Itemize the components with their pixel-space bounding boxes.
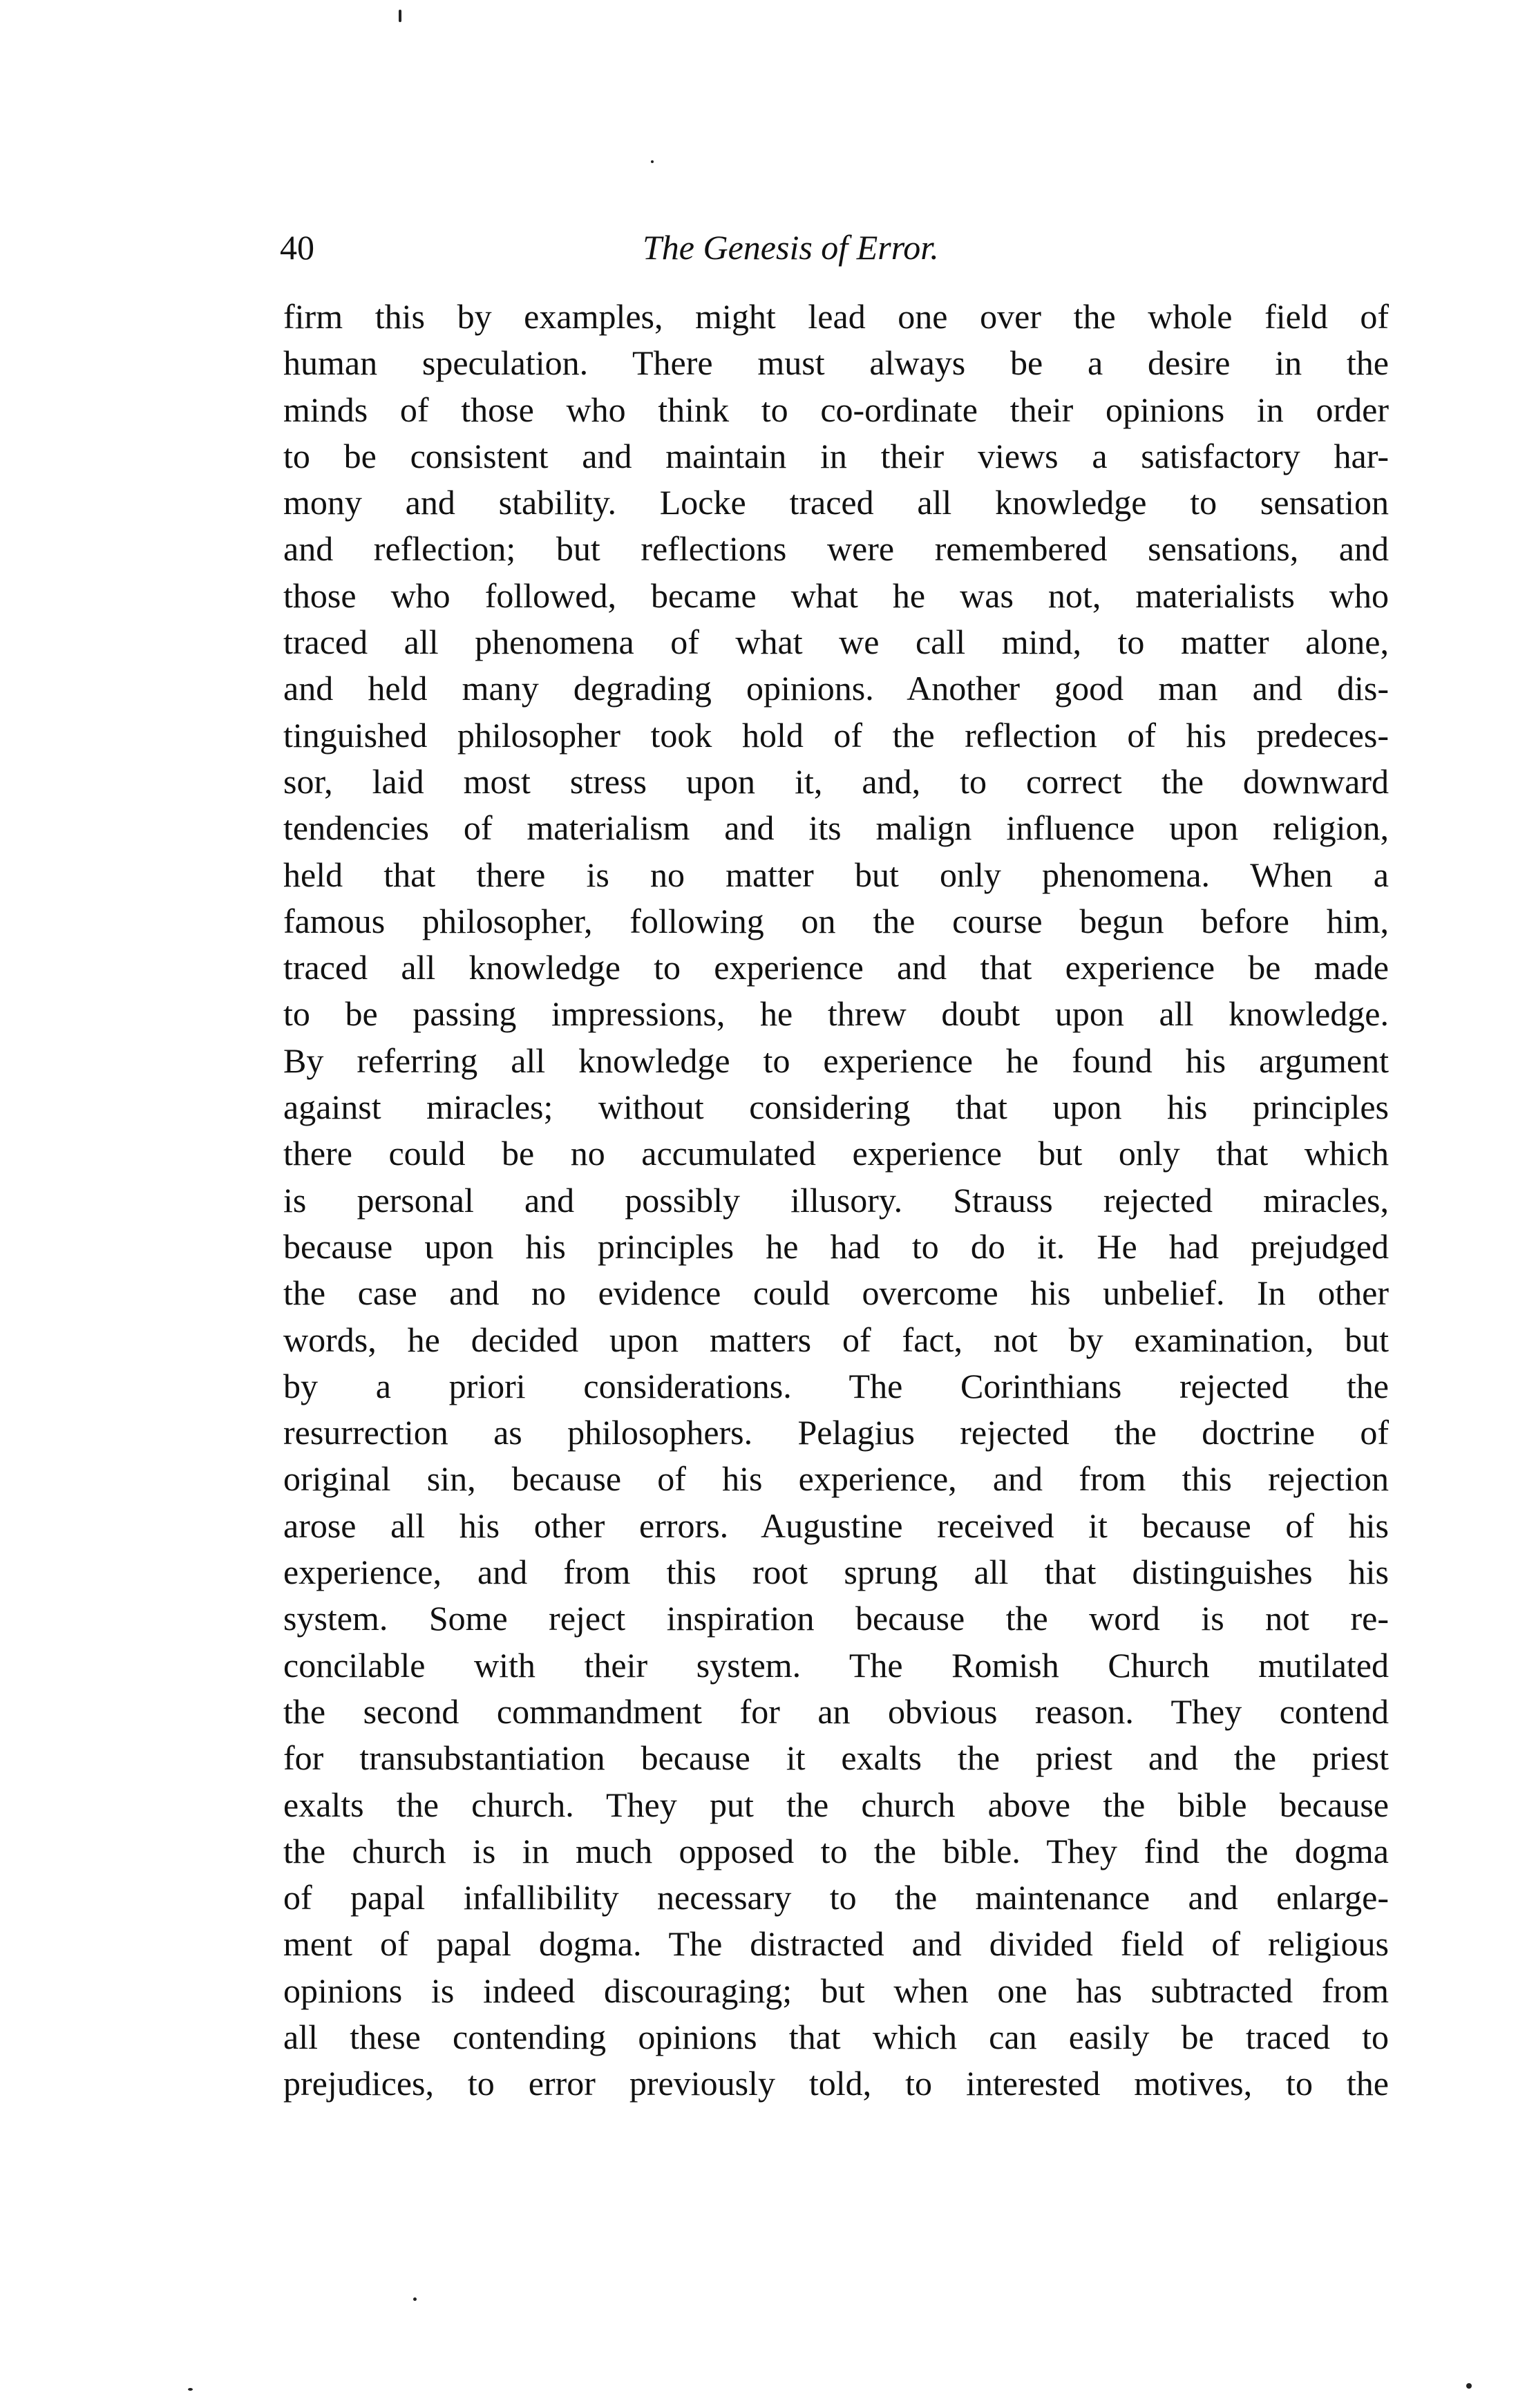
text-line: minds of those who think to co-ordinate their opinions in order bbox=[283, 390, 1389, 429]
text-line: the church is in much opposed to the bible. They find the dogma bbox=[283, 1831, 1389, 1870]
print-speck bbox=[651, 160, 654, 163]
text-line: of papal infallibility necessary to the maintenance and enlarge- bbox=[283, 1878, 1389, 1917]
text-line: is personal and possibly illusory. Strauss rejected miracles, bbox=[283, 1180, 1389, 1220]
text-line: mony and stability. Locke traced all knowledge to sensation bbox=[283, 483, 1389, 522]
text-line: against miracles; without considering that upon his principles bbox=[283, 1088, 1389, 1127]
text-line: exalts the church. They put the church above the bible because bbox=[283, 1785, 1389, 1824]
body-text bbox=[283, 294, 1389, 2107]
text-line: human speculation. There must always be a desire in the bbox=[283, 343, 1389, 383]
text-line: by a priori considerations. The Corinthians rejected the bbox=[283, 1366, 1389, 1405]
text-line: because upon his principles he had to do it. He had prejudged bbox=[283, 1226, 1389, 1266]
text-line: prejudices, to error previously told, to interested motives, to the bbox=[283, 2064, 1389, 2103]
text-line: and held many degrading opinions. Another good man and dis- bbox=[283, 669, 1389, 708]
print-speck bbox=[188, 2388, 193, 2391]
text-line: tendencies of materialism and its malign influence upon religion, bbox=[283, 808, 1389, 848]
text-line: the second commandment for an obvious reason. They contend bbox=[283, 1691, 1389, 1731]
page-number: 40 bbox=[280, 228, 314, 267]
print-speck bbox=[1466, 2383, 1472, 2389]
text-line: traced all knowledge to experience and that experience be made bbox=[283, 948, 1389, 987]
text-line: those who followed, became what he was not, materialists who bbox=[283, 576, 1389, 615]
text-line: By referring all knowledge to experience he found his argument bbox=[283, 1041, 1389, 1080]
text-line: system. Some reject inspiration because the word is not re- bbox=[283, 1599, 1389, 1638]
text-line: and reflection; but reflections were remembered sensations, and bbox=[283, 529, 1389, 569]
text-line: opinions is indeed discouraging; but when one has subtracted from bbox=[283, 1971, 1389, 2010]
text-line: tinguished philosopher took hold of the reflection of his predeces- bbox=[283, 715, 1389, 755]
text-line: to be passing impressions, he threw doubt upon all knowledge. bbox=[283, 994, 1389, 1034]
print-speck bbox=[413, 2297, 417, 2301]
text-line: to be consistent and maintain in their views a satisfactory har- bbox=[283, 436, 1389, 475]
text-line: traced all phenomena of what we call mind, to matter alone, bbox=[283, 623, 1389, 662]
text-line: sor, laid most stress upon it, and, to correct the downward bbox=[283, 761, 1389, 801]
text-line: arose all his other errors. Augustine received it because of his bbox=[283, 1506, 1389, 1545]
text-line: concilable with their system. The Romish Church mutilated bbox=[283, 1645, 1389, 1685]
text-line: all these contending opinions that which can easily be traced to bbox=[283, 2017, 1389, 2056]
print-speck bbox=[399, 10, 401, 22]
text-line: words, he decided upon matters of fact, not by examination, but bbox=[283, 1320, 1389, 1359]
text-line: ment of papal dogma. The distracted and divided field of religious bbox=[283, 1924, 1389, 1964]
text-line: the case and no evidence could overcome his unbelief. In other bbox=[283, 1273, 1389, 1313]
text-line: famous philosopher, following on the course begun before him, bbox=[283, 901, 1389, 940]
running-title: The Genesis of Error. bbox=[643, 228, 939, 267]
text-line: for transubstantiation because it exalts the priest and the priest bbox=[283, 1738, 1389, 1778]
text-line: resurrection as philosophers. Pelagius rejected the doctrine of bbox=[283, 1413, 1389, 1452]
text-line: there could be no accumulated experience but only that which bbox=[283, 1134, 1389, 1173]
text-line: firm this by examples, might lead one over the whole field of bbox=[283, 297, 1389, 336]
text-line: held that there is no matter but only phenomena. When a bbox=[283, 855, 1389, 894]
running-head bbox=[280, 220, 1385, 275]
text-line: original sin, because of his experience, and from this rejection bbox=[283, 1459, 1389, 1499]
text-line: experience, and from this root sprung all that distinguishes his bbox=[283, 1553, 1389, 1592]
